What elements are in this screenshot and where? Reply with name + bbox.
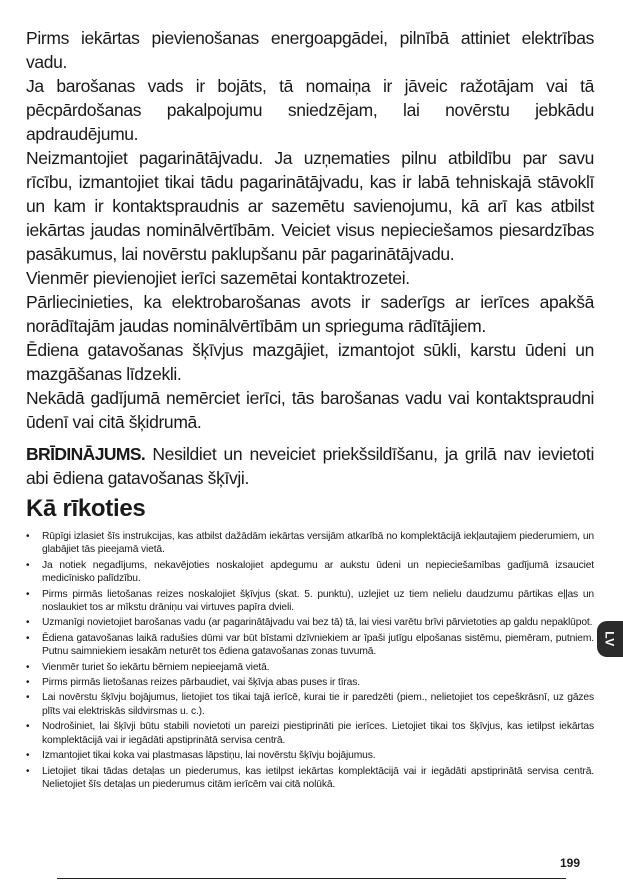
instruction-list [26, 530, 594, 791]
section-title: Kā rīkoties [26, 495, 146, 522]
safety-paragraph: Ja barošanas vads ir bojāts, tā nomaiņa ir jāveic ražotājam vai tā pēcpārdošanas pakalpojumu sniedzējam, lai novērstu jebkādu apdraudējumu. [26, 76, 594, 144]
page-content [26, 26, 594, 793]
list-item: • Pirms pirmās lietošanas reizes pārbaudiet, vai šķīvja abas puses ir tīras. [26, 676, 594, 689]
list-item: • Uzmanīgi novietojiet barošanas vadu (ar pagarinātājvadu vai bez tā) tā, lai viesi varētu brīvi pārvietoties ap galdu nepaklūpot. [26, 616, 594, 629]
list-item: • Vienmēr turiet šo iekārtu bērniem nepieejamā vietā. [26, 661, 594, 674]
language-tab [597, 621, 623, 657]
warning-label: BRĪDINĀJUMS. [26, 444, 146, 464]
list-item: • Lai novērstu šķīvju bojājumus, lietojiet tos tikai tajā ierīcē, kurai tie ir paredzēti (piem., nelietojiet tos cepeškrāsnī, uz gāzes plīts vai elektriskās sildvirsmas u. c.). [26, 691, 594, 718]
safety-paragraph: Ēdiena gatavošanas šķīvjus mazgājiet, izmantojot sūkli, karstu ūdeni un mazgāšanas līdzekli. [26, 340, 594, 384]
list-item: • Ēdiena gatavošanas laikā radušies dūmi var būt bīstami dzīvniekiem ar īpaši jutīgu elpošanas sistēmu, piemēram, putniem. Putnu saimniekiem iesakām neturēt tos ēdiena gatavošanas zonas tuvumā. [26, 632, 594, 659]
language-code: LV [602, 631, 617, 647]
safety-paragraph: Vienmēr pievienojiet ierīci sazemētai kontaktrozetei. [26, 268, 410, 288]
list-item: • Ja notiek negadījums, nekavējoties noskalojiet apdegumu ar aukstu ūdeni un nepieciešamības gadījumā izsauciet medicīnisko palīdzību. [26, 559, 594, 586]
safety-paragraph: Pirms iekārtas pievienošanas energoapgādei, pilnībā attiniet elektrības vadu. [26, 28, 594, 72]
list-item: • Lietojiet tikai tādas detaļas un piederumus, kas ietilpst iekārtas komplektācijā vai ir iegādāti apstiprinātā servisa centrā. Nelietojiet šīs detaļas un piederumus citām ierīcēm vai citā nolūkā. [26, 765, 594, 792]
safety-paragraph: Neizmantojiet pagarinātājvadu. Ja uzņematies pilnu atbildību par savu rīcību, izmantojiet tikai tādu pagarinātājvadu, kas ir labā tehniskajā stāvoklī un kam ir kontaktspraudnis ar sazemētu savienojumu, kā arī kas atbilst iekārtas jaudas nominālvērtībām. Veiciet visus nepieciešamos piesardzības pasākumus, lai novērstu paklupšanu pār pagarinātājvadu. [26, 148, 594, 264]
list-item: • Pirms pirmās lietošanas reizes noskalojiet šķīvjus (skat. 5. punktu), uzlejiet uz tiem nelielu daudzumu pārtikas eļļas un noslaukiet tos ar mīkstu drāniņu vai virtuves papīra dvieli. [26, 588, 594, 615]
page-number: 199 [560, 856, 581, 870]
warning-text: Nesildiet un neveiciet priekšsildīšanu, ja grilā nav ievietoti abi ēdiena gatavošanas šķīvji. [26, 444, 594, 488]
list-item: • Nodrošiniet, lai šķīvji būtu stabili novietoti un pareizi piestiprināti pie ierīces. Lietojiet tikai tos šķīvjus, kas ietilpst iekārtas komplektācijā vai ir iegādāti apstiprinātā servisa centrā. [26, 720, 594, 747]
warning-paragraph [26, 442, 594, 490]
safety-paragraph: Nekādā gadījumā nemērciet ierīci, tās barošanas vadu vai kontaktspraudni ūdenī vai citā šķidrumā. [26, 388, 594, 432]
safety-paragraph: Pārliecinieties, ka elektrobarošanas avots ir saderīgs ar ierīces apakšā norādītajām jaudas nominālvērtībām un sprieguma rādītājiem. [26, 292, 594, 336]
list-item: • Rūpīgi izlasiet šīs instrukcijas, kas atbilst dažādām iekārtas versijām atkarībā no komplektācijā iekļautajiem piederumiem, un glabājiet tās pieejamā vietā. [26, 530, 594, 557]
list-item: • Izmantojiet tikai koka vai plastmasas lāpstiņu, lai novērstu šķīvju bojājumus. [26, 749, 594, 762]
footer-divider [57, 878, 566, 879]
